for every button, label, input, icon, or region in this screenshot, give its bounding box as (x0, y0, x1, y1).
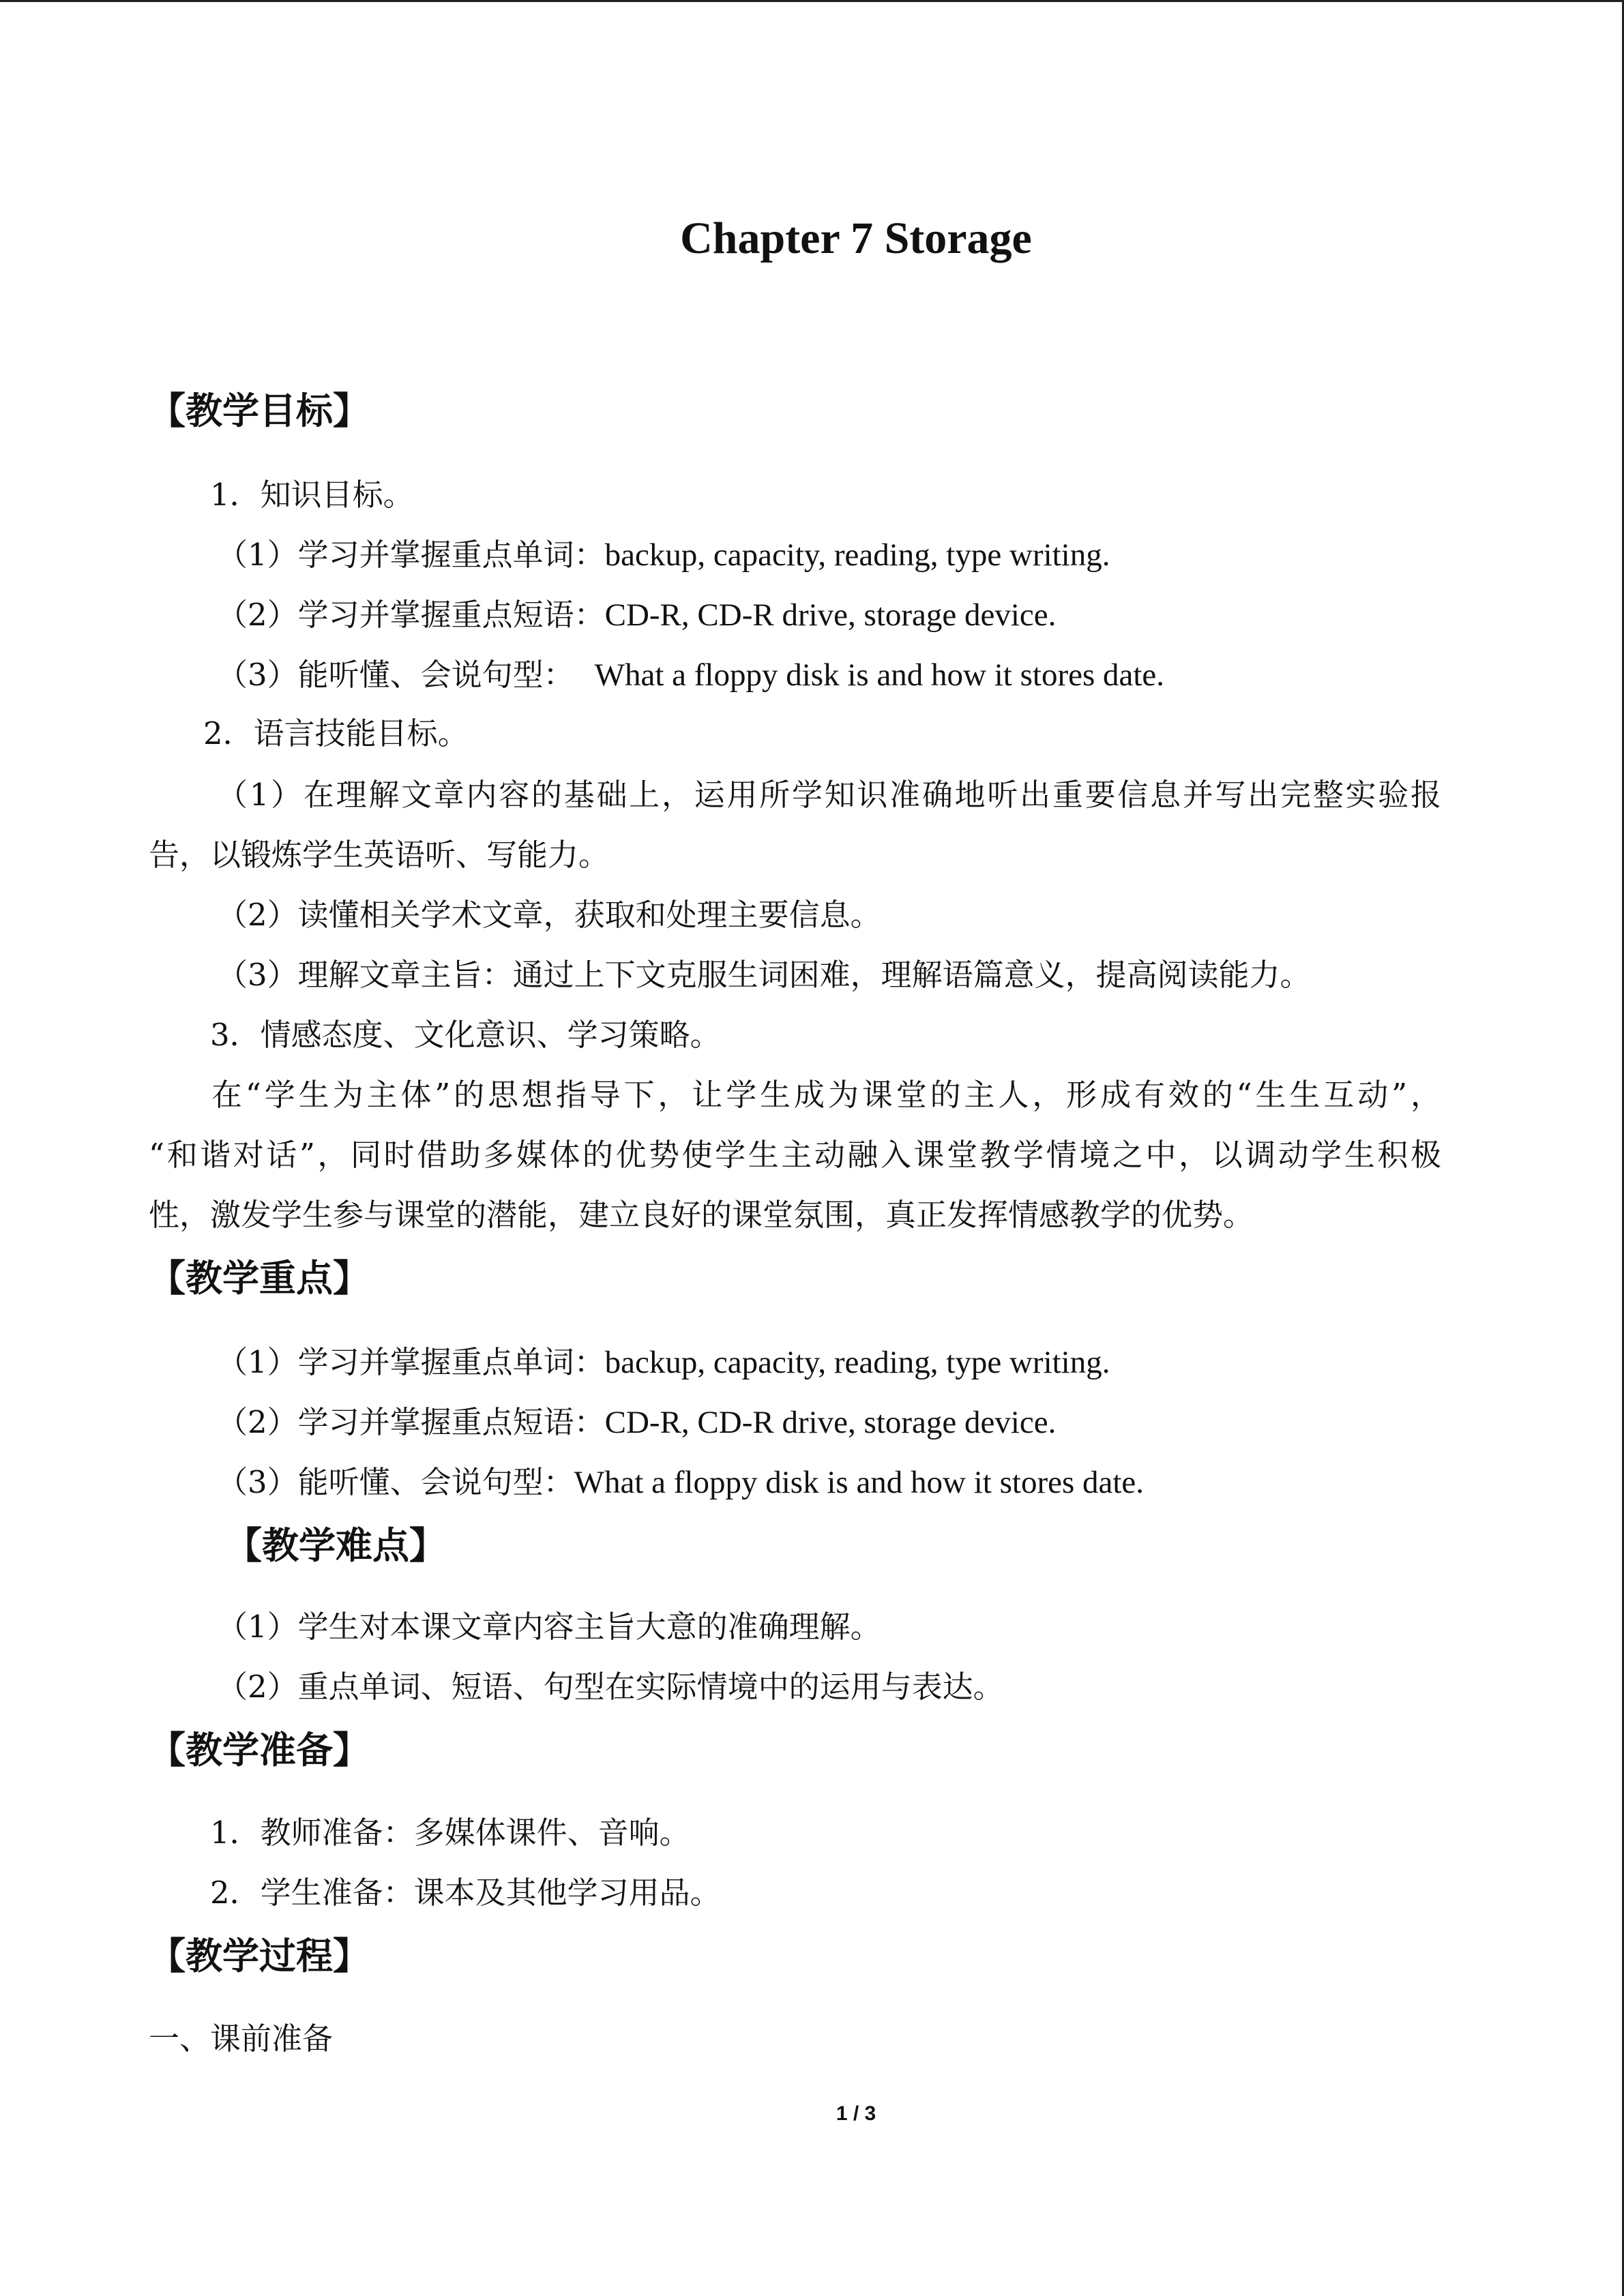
knowledge-goal-2-prefix: （2）学习并掌握重点短语： (217, 597, 605, 633)
preparation-teacher: 1．教师准备：多媒体课件、音响。 (210, 1815, 690, 1851)
knowledge-goal-1-words: backup, capacity, reading, type writing. (604, 537, 1110, 573)
key-point-1-prefix: （1）学习并掌握重点单词： (217, 1344, 605, 1380)
key-point-2 (217, 1402, 1056, 1443)
knowledge-goal-2 (217, 595, 1056, 636)
heading-difficulties: 【教学难点】 (225, 1524, 446, 1567)
difficulty-2: （2）重点单词、短语、句型在实际情境中的运用与表达。 (217, 1669, 1004, 1705)
skills-goal-2: （2）读懂相关学术文章，获取和处理主要信息。 (217, 897, 881, 933)
attitude-goal-title: 3．情感态度、文化意识、学习策略。 (210, 1017, 721, 1053)
attitude-paragraph-line1: 在“学生为主体”的思想指导下，让学生成为课堂的主人，形成有效的“生生互动”， (211, 1077, 1441, 1113)
knowledge-goal-2-phrases: CD-R, CD-R drive, storage device. (604, 597, 1057, 633)
page-border-top (0, 0, 1624, 2)
heading-process: 【教学过程】 (149, 1935, 370, 1978)
knowledge-goal-1 (217, 535, 1110, 576)
process-step-1: 一、课前准备 (149, 2021, 334, 2057)
key-point-1 (217, 1342, 1110, 1383)
key-point-3-sentence: What a floppy disk is and how it stores date. (574, 1465, 1145, 1500)
skills-goal-1-line2: 告，以锻炼学生英语听、写能力。 (149, 837, 610, 873)
attitude-paragraph-line2: “和谐对话”，同时借助多媒体的优势使学生主动融入课堂教学情境之中，以调动学生积极 (149, 1137, 1441, 1173)
heading-preparation: 【教学准备】 (149, 1729, 370, 1772)
knowledge-goal-1-prefix: （1）学习并掌握重点单词： (217, 537, 605, 573)
knowledge-goal-3-prefix: （3）能听懂、会说句型： (217, 657, 574, 693)
heading-key-points: 【教学重点】 (149, 1257, 370, 1300)
key-point-3-prefix: （3）能听懂、会说句型： (217, 1464, 574, 1500)
knowledge-goal-title: 1．知识目标。 (210, 477, 414, 513)
difficulty-1: （1）学生对本课文章内容主旨大意的准确理解。 (217, 1609, 881, 1645)
key-point-1-words: backup, capacity, reading, type writing. (604, 1345, 1110, 1380)
knowledge-goal-3-sentence: What a floppy disk is and how it stores date. (594, 657, 1165, 693)
skills-goal-title: 2．语言技能目标。 (203, 715, 469, 751)
key-point-2-prefix: （2）学习并掌握重点短语： (217, 1404, 605, 1440)
document-title: Chapter 7 Storage (680, 213, 1032, 263)
skills-goal-3: （3）理解文章主旨：通过上下文克服生词困难，理解语篇意义，提高阅读能力。 (217, 957, 1311, 993)
key-point-2-phrases: CD-R, CD-R drive, storage device. (604, 1405, 1057, 1440)
knowledge-goal-3 (217, 655, 1164, 696)
skills-goal-1-line1: （1）在理解文章内容的基础上，运用所学知识准确地听出重要信息并写出完整实验报 (217, 777, 1441, 813)
key-point-3 (217, 1462, 1144, 1503)
attitude-paragraph-line3: 性，激发学生参与课堂的潜能，建立良好的课堂氛围，真正发挥情感教学的优势。 (149, 1197, 1254, 1233)
preparation-student: 2．学生准备：课本及其他学习用品。 (210, 1875, 721, 1911)
page-number: 1 / 3 (836, 2102, 876, 2125)
heading-objectives: 【教学目标】 (149, 389, 370, 432)
